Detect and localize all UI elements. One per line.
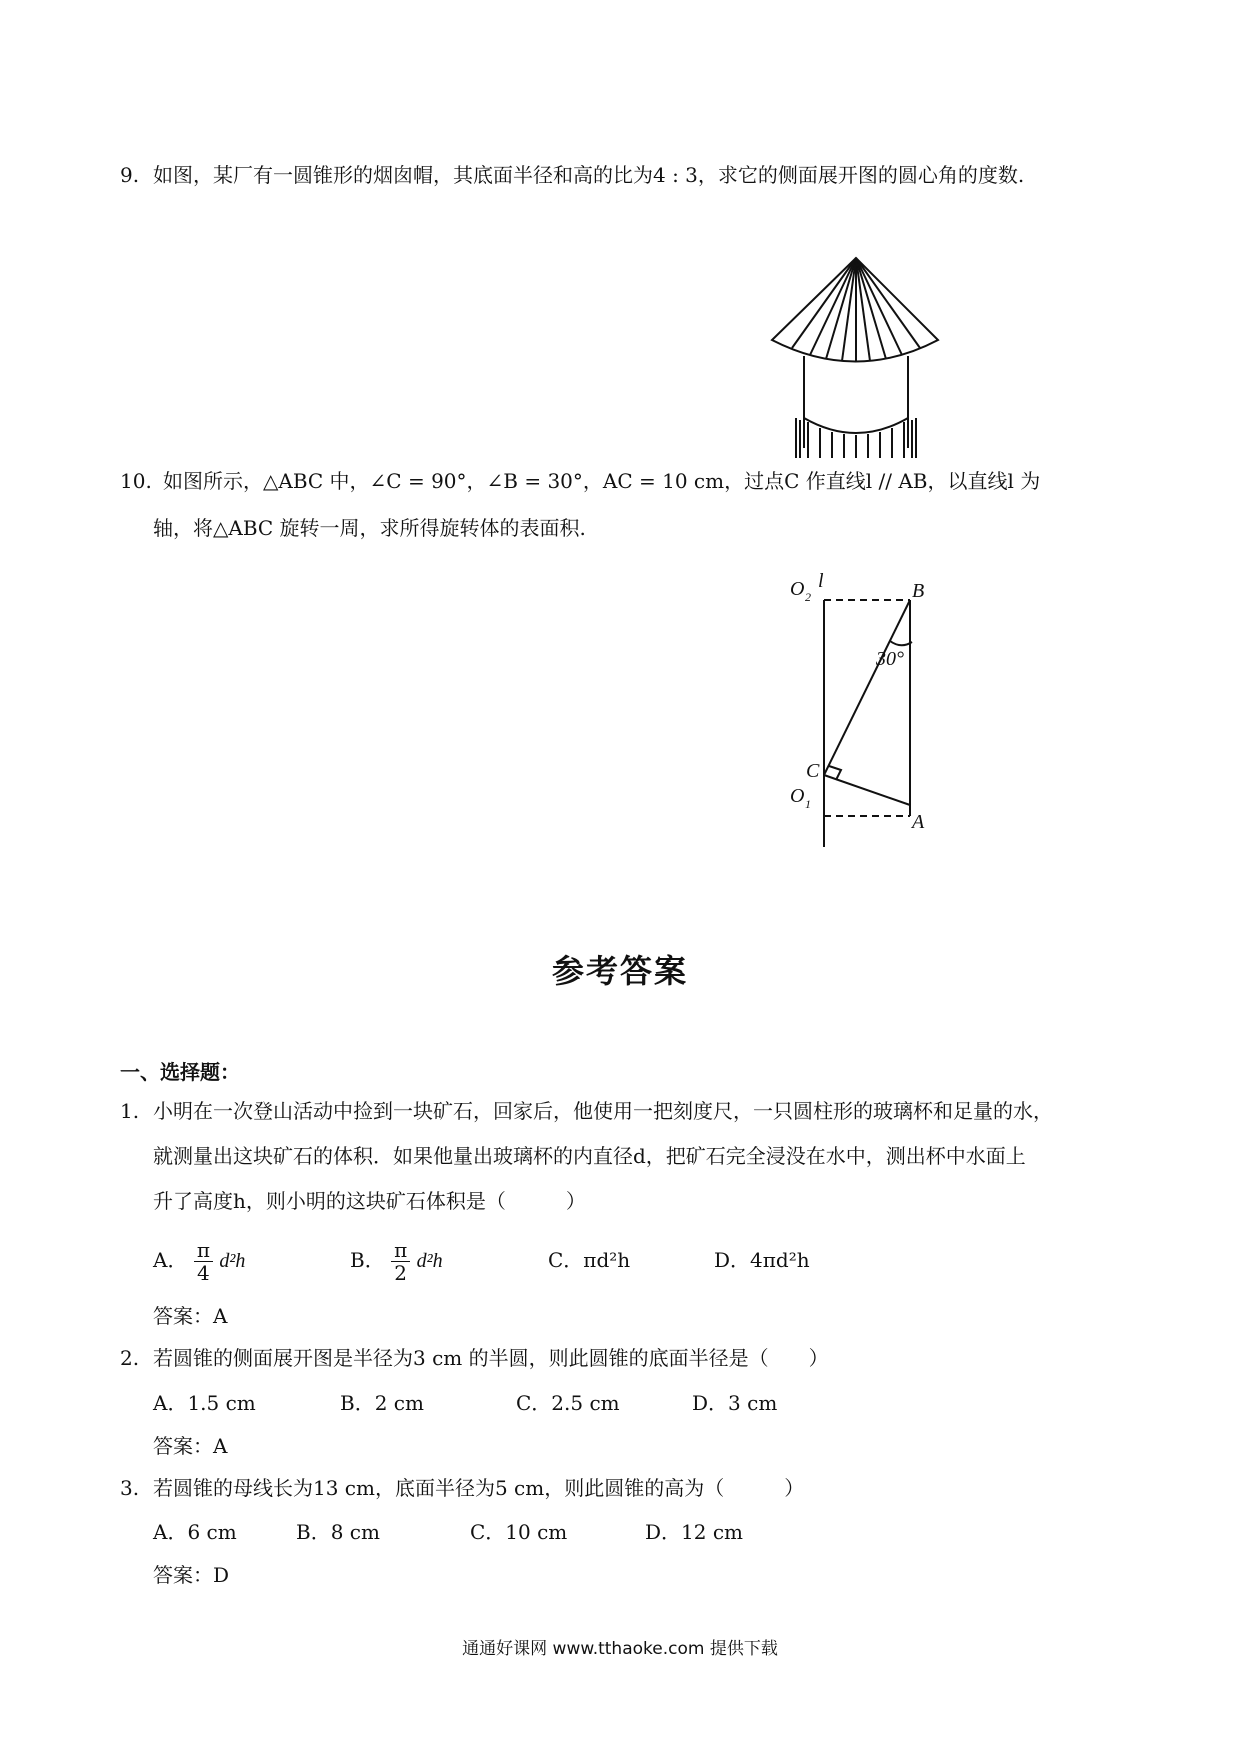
- a1-option-D: D．4πd²h: [714, 1248, 810, 1272]
- a2-option-B: B．2 cm: [340, 1391, 424, 1415]
- label-O1-subscript: 1: [805, 797, 811, 811]
- q10-number: 10.: [120, 469, 152, 493]
- a3-option-B: B．8 cm: [296, 1520, 380, 1544]
- a2-number: 2.: [120, 1346, 140, 1370]
- q10-line1: 如图所示，△ABC 中，∠C = 90°，∠B = 30°，AC = 10 cm，过点C 作直线l // AB，以直线l 为: [163, 469, 1041, 493]
- a1-option-B-expression: d²h: [416, 1250, 443, 1272]
- a1-option-B-denominator: 2: [394, 1261, 407, 1285]
- q9-number: 9.: [120, 163, 140, 187]
- a2-answer: 答案：A: [153, 1434, 228, 1458]
- a1-option-A-fraction: [194, 1239, 213, 1284]
- triangle-rotation-figure: [780, 565, 955, 855]
- a1-option-A-label: A．: [153, 1248, 188, 1272]
- label-B: B: [912, 580, 925, 602]
- a1-number: 1.: [120, 1099, 140, 1123]
- angle-arc-B: [890, 641, 912, 645]
- label-30-degree: 30°: [876, 648, 904, 670]
- label-A: A: [912, 811, 925, 833]
- a1-option-A-numerator: π: [194, 1239, 213, 1262]
- chimney-cap-figure: [760, 248, 950, 463]
- a1-option-B-label: B．: [350, 1248, 385, 1272]
- q10-line2: 轴，将△ABC 旋转一周，求所得旋转体的表面积.: [153, 516, 586, 540]
- a3-option-A: A．6 cm: [153, 1520, 237, 1544]
- a1-option-B: [350, 1232, 443, 1289]
- a1-option-A-denominator: 4: [197, 1261, 210, 1285]
- a1-answer: 答案：A: [153, 1304, 228, 1328]
- a3-number: 3.: [120, 1476, 140, 1500]
- a1-line1: 小明在一次登山活动中捡到一块矿石，回家后，他使用一把刻度尺，一只圆柱形的玻璃杯和足量的水，: [153, 1099, 1053, 1123]
- a1-line2: 就测量出这块矿石的体积．如果他量出玻璃杯的内直径d，把矿石完全浸没在水中，测出杯中水面上: [153, 1144, 1026, 1168]
- a2-option-D: D．3 cm: [692, 1391, 778, 1415]
- label-O2: O: [790, 578, 805, 600]
- page-footer[interactable]: 通通好课网 www.tthaoke.com 提供下载: [462, 1639, 778, 1659]
- q9-text: 如图，某厂有一圆锥形的烟囱帽，其底面半径和高的比为4 : 3，求它的侧面展开图的圆心角的度数.: [153, 163, 1025, 187]
- a1-option-B-numerator: π: [391, 1239, 410, 1262]
- a1-option-C: C．πd²h: [548, 1248, 631, 1272]
- section-heading: 一、选择题：: [120, 1060, 240, 1084]
- label-C: C: [806, 760, 820, 782]
- a1-option-A-expression: d²h: [219, 1250, 246, 1272]
- line-BC: [824, 600, 910, 775]
- label-O1: O: [790, 785, 805, 807]
- label-l: l: [818, 570, 824, 592]
- a2-text: 若圆锥的侧面展开图是半径为3 cm 的半圆，则此圆锥的底面半径是（ ）: [153, 1346, 829, 1370]
- a1-option-B-fraction: [391, 1239, 410, 1284]
- a1-option-A: [153, 1232, 245, 1289]
- a3-answer: 答案：D: [153, 1563, 230, 1587]
- answers-title: 参考答案: [551, 952, 688, 990]
- a1-line3: 升了高度h，则小明的这块矿石体积是（ ）: [153, 1189, 586, 1213]
- a2-option-C: C．2.5 cm: [516, 1391, 620, 1415]
- a3-option-D: D．12 cm: [645, 1520, 744, 1544]
- a3-text: 若圆锥的母线长为13 cm，底面半径为5 cm，则此圆锥的高为（ ）: [153, 1476, 805, 1500]
- label-O2-subscript: 2: [805, 590, 811, 604]
- a3-option-C: C．10 cm: [470, 1520, 568, 1544]
- a2-option-A: A．1.5 cm: [153, 1391, 256, 1415]
